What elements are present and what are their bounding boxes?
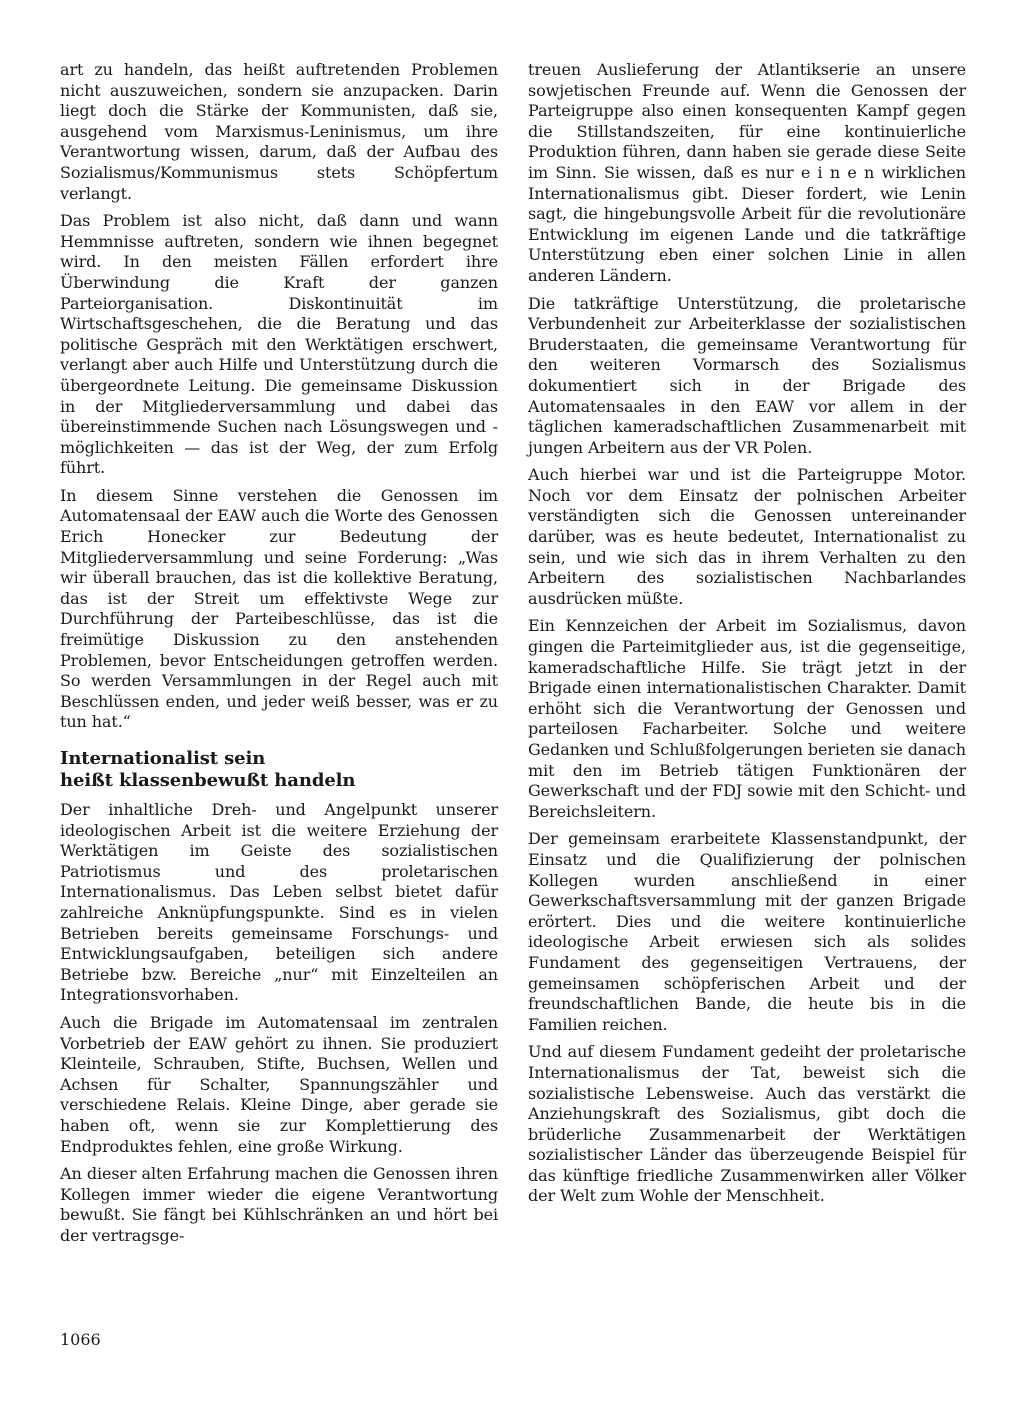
section-heading xyxy=(60,748,498,792)
paragraph: In diesem Sinne verstehen die Genossen im Automatensaal der EAW auch die Worte des Genossen Erich Honecker zur Bedeutung der Mitgliederversammlung und seine Forderung: „Was wir überall brauchen, das ist die kollektive Beratung, das ist der Streit um effektivste Wege zur Durchführung der Parteibeschlüsse, das ist die freimütige Diskussion zu den anstehenden Problemen, bevor Entscheidungen getroffen werden. So werden Versammlungen in der Regel auch mit Beschlüssen enden, und jeder weiß besser, was er zu tun hat.“ xyxy=(60,485,498,732)
paragraph: Auch hierbei war und ist die Parteigruppe Motor. Noch vor dem Einsatz der polnischen Arbeiter verständigten sich die Genossen untereinander darüber, was es heute bedeutet, Internationalist zu sein, und wie sich das in ihrem Verhalten zu den Arbeitern des sozialistischen Nachbarlandes ausdrücken müßte. xyxy=(528,465,966,608)
paragraph: An dieser alten Erfahrung machen die Genossen ihren Kollegen immer wieder die eigene Verantwortung bewußt. Sie fängt bei Kühlschränken an und hört bei der vertragsge- xyxy=(60,1164,498,1245)
section-heading-line-2: heißt klassenbewußt handeln xyxy=(60,770,356,791)
paragraph: art zu handeln, das heißt auftretenden Problemen nicht auszuweichen, sondern sie anzupacken. Darin liegt doch die Stärke der Kommunisten, daß sie, ausgehend vom Marxismus-Leninismus, um ihre Verantwortung wissen, darum, daß der Aufbau des Sozialismus/Kommunismus stets Schöpfertum verlangt. xyxy=(60,60,498,203)
right-column xyxy=(528,60,966,1207)
paragraph: Die tatkräftige Unterstützung, die proletarische Verbundenheit zur Arbeiterklasse der sozialistischen Bruderstaaten, die gemeinsame Verantwortung für den weiteren Vormarsch des Sozialismus dokumentiert sich in der Brigade des Automatensaales in den EAW vor allem in der täglichen kameradschaftlichen Zusammenarbeit mit jungen Arbeitern aus der VR Polen. xyxy=(528,293,966,457)
paragraph: Das Problem ist also nicht, daß dann und wann Hemmnisse auftreten, sondern wie ihnen begegnet wird. In den meisten Fällen erfordert ihre Überwindung die Kraft der ganzen Parteiorganisation. Diskontinuität im Wirtschaftsgeschehen, die die Beratung und das politische Gespräch mit den Werktätigen erschwert, verlangt aber auch Hilfe und Unterstützung durch die übergeordnete Leitung. Die gemeinsame Diskussion in der Mitgliederversammlung und dabei das übereinstimmende Suchen nach Lösungswegen und -möglichkeiten — das ist der Weg, der zum Erfolg führt. xyxy=(60,211,498,478)
left-column xyxy=(60,60,498,1246)
paragraph: Der gemeinsam erarbeitete Klassenstandpunkt, der Einsatz und die Qualifizierung der polnischen Kollegen wurden anschließend in einer Gewerkschaftsversammlung mit der ganzen Brigade erörtert. Dies und die weitere kontinuierliche ideologische Arbeit erwiesen sich als solides Fundament des gegenseitigen Vertrauens, der gemeinsamen schöpferischen Arbeit und der freundschaftlichen Bande, die heute bis in die Familien reichen. xyxy=(528,829,966,1034)
paragraph: treuen Auslieferung der Atlantikserie an unsere sowjetischen Freunde auf. Wenn die Genossen der Parteigruppe also einen konsequenten Kampf gegen die Stillstandszeiten, für eine kontinuierliche Produktion führen, dann haben sie gerade diese Seite im Sinn. Sie wissen, daß es nur e i n e n wirklichen Internationalismus gibt. Dieser fordert, wie Lenin sagt, die hingebungsvolle Arbeit für die revolutionäre Entwicklung im eigenen Lande und die tatkräftige Unterstützung eben einer solchen Linie in allen anderen Ländern. xyxy=(528,60,966,285)
paragraph: Auch die Brigade im Automatensaal im zentralen Vorbetrieb der EAW gehört zu ihnen. Sie produziert Kleinteile, Schrauben, Stifte, Buchsen, Wellen und Achsen für Schalter, Spannungszähler und verschiedene Relais. Kleine Dinge, aber gerade sie haben oft, wenn sie zur Komplettierung des Endproduktes fehlen, eine große Wirkung. xyxy=(60,1012,498,1156)
section-heading-line-1: Internationalist sein xyxy=(60,748,266,769)
paragraph: Der inhaltliche Dreh- und Angelpunkt unserer ideologischen Arbeit ist die weitere Erziehung der Werktätigen im Geiste des sozialistischen Patriotismus und des proletarischen Internationalismus. Das Leben selbst bietet dafür zahlreiche Anknüpfungspunkte. Sind es in vielen Betrieben bereits gemeinsame Forschungs- und Entwicklungsaufgaben, beteiligen sich andere Betriebe bzw. Bereiche „nur“ mit Einzelteilen an Integrationsvorhaben. xyxy=(60,800,498,1005)
paragraph: Und auf diesem Fundament gedeiht der proletarische Internationalismus der Tat, beweist sich die sozialistische Lebensweise. Auch das verstärkt die Anziehungskraft des Sozialismus, gibt doch die brüderliche Zusammenarbeit der Werktätigen sozialistischer Länder das überzeugende Beispiel für das künftige friedliche Zusammenwirken aller Völker der Welt zum Wohle der Menschheit. xyxy=(528,1042,966,1206)
paragraph: Ein Kennzeichen der Arbeit im Sozialismus, davon gingen die Parteimitglieder aus, ist die gegenseitige, kameradschaftliche Hilfe. Sie trägt jetzt in der Brigade einen internationalistischen Charakter. Damit erhöht sich die Verantwortung der Genossen und parteilosen Facharbeiter. Solche und weitere Gedanken und Schlußfolgerungen berieten sie danach mit den im Betrieb tätigen Funktionären der Gewerkschaft und der FDJ sowie mit den Schicht- und Bereichsleitern. xyxy=(528,616,966,821)
page-number: 1066 xyxy=(60,1330,101,1349)
